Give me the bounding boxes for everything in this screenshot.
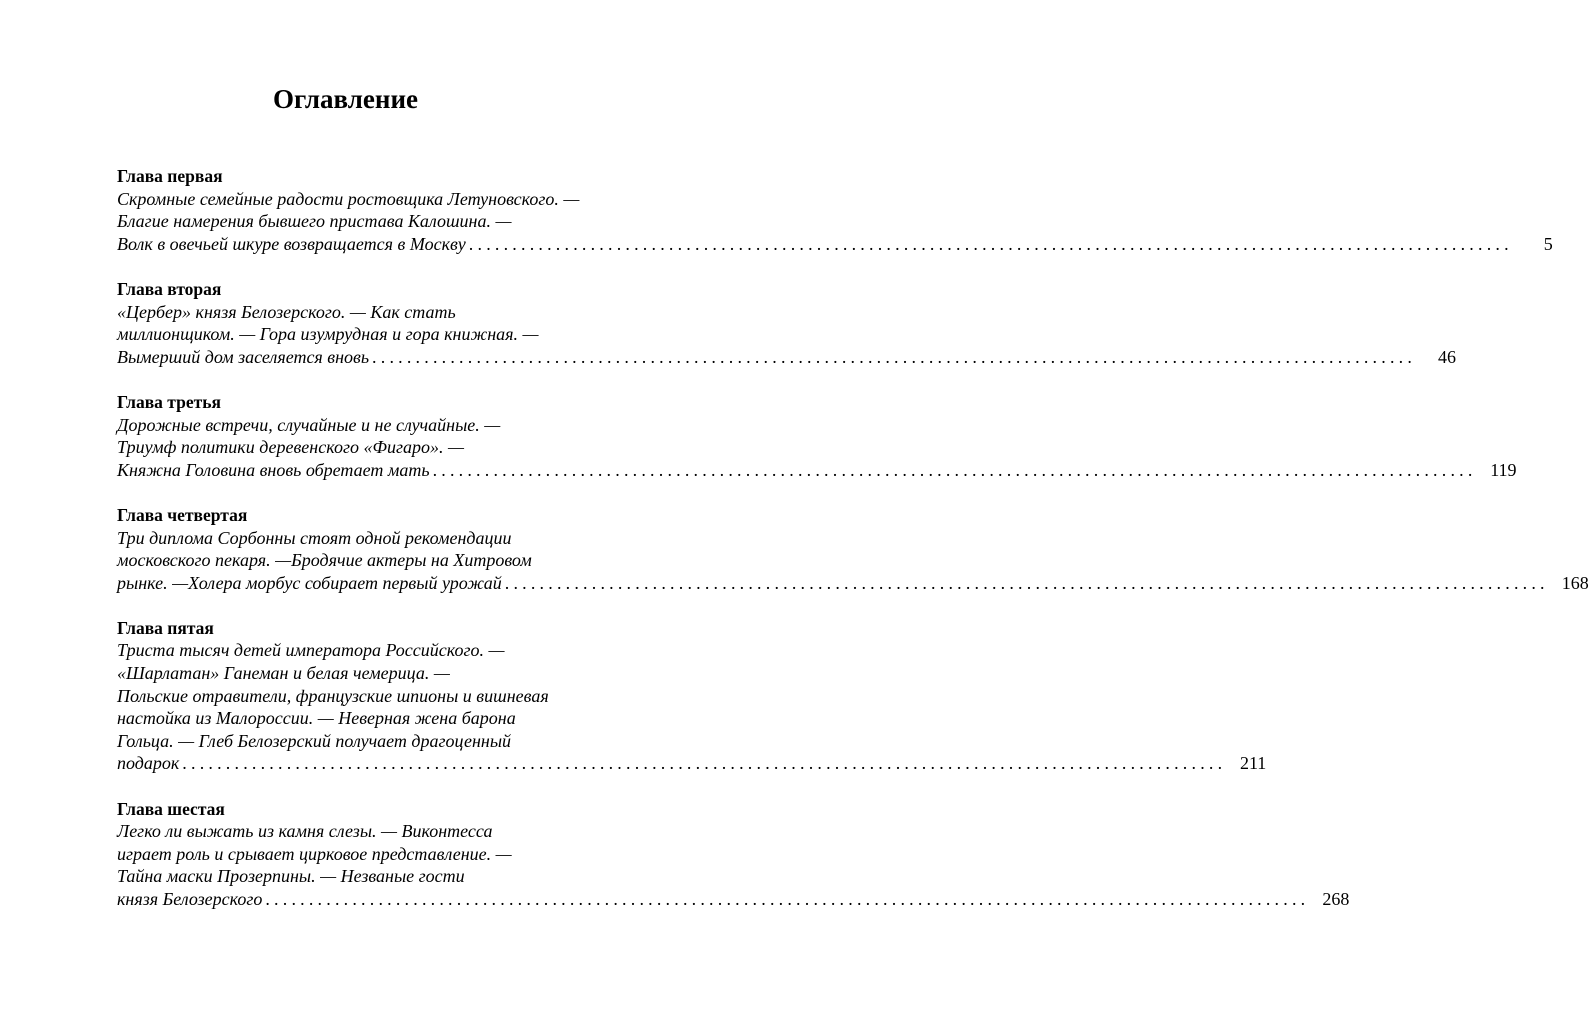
- dot-leader: ........................................................................................................................: [432, 459, 1477, 480]
- dot-leader: ........................................................................................................................: [182, 753, 1227, 774]
- chapter-summary-line: Три диплома Сорбонны стоят одной рекомендации: [117, 527, 512, 548]
- toc-entry: [117, 278, 1457, 368]
- chapter-summary-line: Триумф политики деревенского «Фигаро». —: [117, 437, 464, 458]
- chapter-summary-line: «Шарлатан» Ганеман и белая чемерица. —: [117, 663, 450, 684]
- chapter-summary-text: князя Белозерского: [117, 889, 263, 909]
- chapter-summary-line: [117, 752, 1267, 775]
- toc-entry: [117, 504, 1589, 594]
- page-number: 5: [1543, 233, 1553, 254]
- chapter-summary-line: Скромные семейные радости ростовщика Летуновского. —: [117, 188, 580, 209]
- toc-entry: [117, 165, 1553, 255]
- chapter-summary-line: Дорожные встречи, случайные и не случайные. —: [117, 414, 501, 435]
- page-number: 46: [1438, 346, 1457, 367]
- page-number: 168: [1561, 572, 1589, 593]
- chapter-summary-text: Княжна Головина вновь обретает мать: [117, 459, 430, 480]
- chapter-heading: Глава шестая: [117, 798, 225, 819]
- chapter-summary-line: [117, 346, 1457, 369]
- chapter-heading: Глава третья: [117, 391, 221, 412]
- chapter-summary-line: Польские отравители, французские шпионы и вишневая: [117, 685, 549, 706]
- chapter-heading: Глава четвертая: [117, 504, 248, 525]
- chapter-heading: Глава первая: [117, 166, 223, 186]
- chapter-summary-line: [117, 233, 1553, 256]
- chapter-summary-line: Гольца. — Глеб Белозерский получает драгоценный: [117, 730, 512, 751]
- dot-leader: ........................................................................................................................: [504, 572, 1549, 593]
- page-number: 211: [1239, 753, 1267, 774]
- dot-leader: ........................................................................................................................: [372, 346, 1417, 367]
- chapter-summary-line: играет роль и срывает цирковое представление. —: [117, 843, 512, 864]
- chapter-heading: Глава вторая: [117, 278, 222, 299]
- chapter-summary-line: Благие намерения бывшего пристава Калошина. —: [117, 211, 512, 232]
- chapter-summary-text: рынке. —Холера морбус собирает первый урожай: [117, 572, 502, 593]
- toc-entry: [117, 617, 1267, 775]
- table-of-contents: [117, 165, 1589, 933]
- chapter-summary-line: [117, 888, 1350, 911]
- toc-entry: [117, 391, 1517, 481]
- chapter-summary-line: московского пекаря. —Бродячие актеры на Хитровом: [117, 550, 532, 571]
- dot-leader: ........................................................................................................................: [468, 233, 1513, 254]
- chapter-summary-line: «Цербер» князя Белозерского. — Как стать: [117, 301, 456, 322]
- chapter-summary-text: подарок: [117, 753, 180, 774]
- chapter-summary-text: Волк в овечьей шкуре возвращается в Москву: [117, 233, 466, 254]
- page-number: 268: [1322, 889, 1350, 909]
- chapter-summary-text: Вымерший дом заселяется вновь: [117, 346, 370, 367]
- dot-leader: ........................................................................................................................: [265, 889, 1310, 909]
- chapter-summary-line: настойка из Малороссии. — Неверная жена барона: [117, 708, 516, 729]
- chapter-summary-line: [117, 572, 1589, 595]
- chapter-summary-line: миллионщиком. — Гора изумрудная и гора книжная. —: [117, 324, 539, 345]
- chapter-summary-line: Тайна маски Прозерпины. — Незваные гости: [117, 866, 465, 887]
- chapter-summary-line: Триста тысяч детей императора Российского. —: [117, 640, 505, 661]
- chapter-summary-line: Легко ли выжать из камня слезы. — Виконтесса: [117, 821, 493, 842]
- page-number: 119: [1490, 459, 1517, 480]
- chapter-heading: Глава пятая: [117, 617, 214, 638]
- chapter-summary-line: [117, 459, 1517, 482]
- toc-entry: [117, 798, 1350, 911]
- page-title: Оглавление: [273, 84, 418, 114]
